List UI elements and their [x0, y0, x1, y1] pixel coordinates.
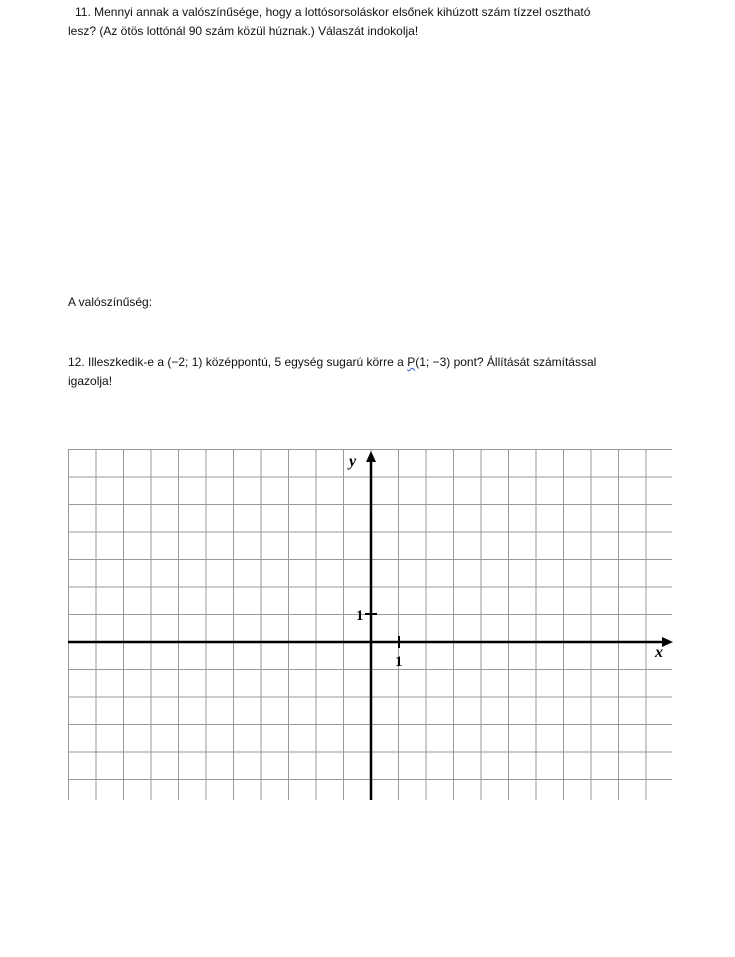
q12-text-line2: igazolja!	[68, 374, 113, 388]
y-axis-arrow-icon	[366, 451, 376, 462]
x-axis-label: x	[655, 644, 663, 661]
q12-text-c: (1; −3) pont? Állítását számítással	[415, 355, 597, 369]
q12-text-a: 12. Illeszkedik-e a (−2; 1) középpontú, 5 egység sugarú körre a	[68, 355, 408, 369]
x-axis-arrow-icon	[662, 637, 673, 647]
y-axis-label: y	[349, 453, 357, 470]
y-tick-label: 1	[356, 608, 364, 624]
q12-point-name: P	[407, 355, 416, 369]
q11-answer-label: A valószínűség:	[68, 295, 153, 309]
x-tick-label: 1	[395, 654, 403, 670]
q11-text-line2: lesz? (Az ötös lottónál 90 szám közül húznak.) Válaszát indokolja!	[68, 24, 419, 38]
q11-text-line1: 11. Mennyi annak a valószínűsége, hogy a lottósorsoláskor elsőnek kihúzott szám tízzel osztható	[75, 5, 591, 19]
